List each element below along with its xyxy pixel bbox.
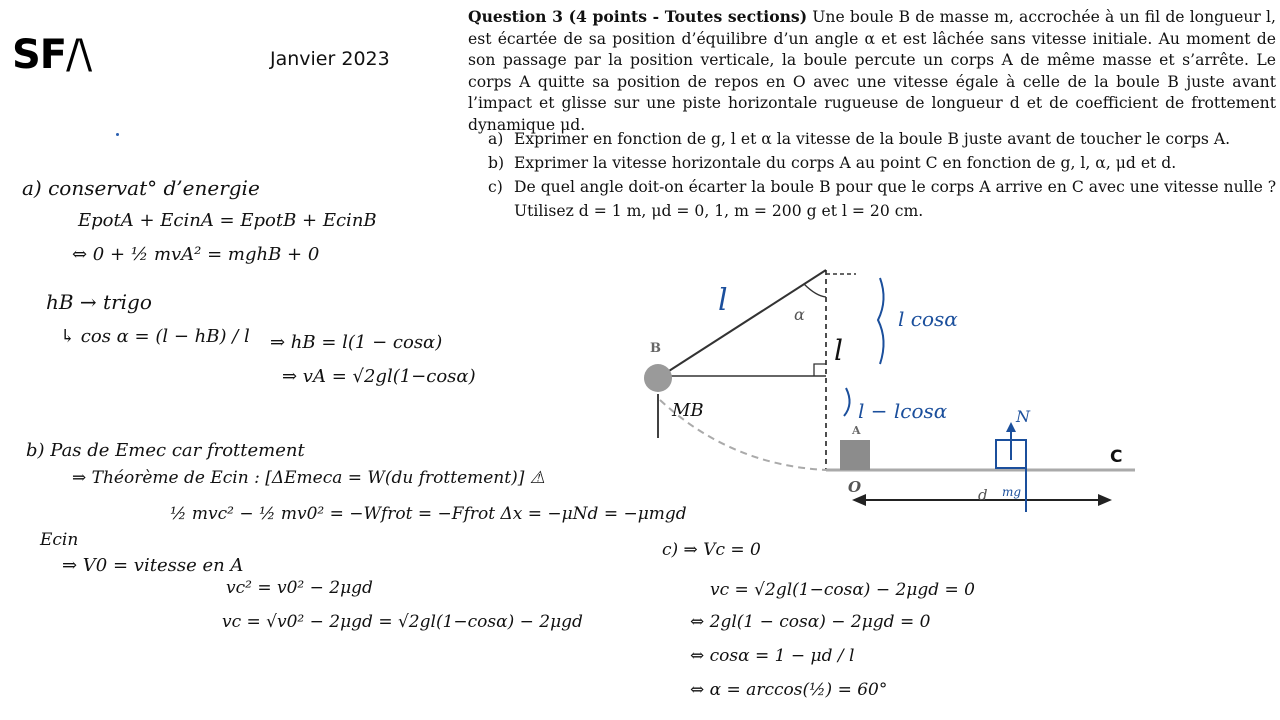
annot-l-side: l bbox=[834, 334, 843, 367]
label-c: C bbox=[1110, 447, 1123, 467]
note-b-line: ⇒ V0 = vitesse en A bbox=[62, 555, 244, 576]
label-b: B bbox=[650, 341, 661, 356]
compass-icon: /\ bbox=[66, 32, 92, 78]
annot-l: l bbox=[718, 283, 728, 318]
logo-text: SF bbox=[12, 32, 67, 78]
note-c-line: ⇔ cosα = 1 − μd / l bbox=[690, 646, 855, 666]
item-text: Exprimer la vitesse horizontale du corps A au point C en fonction de g, l, α, μd et d. bbox=[514, 154, 1177, 172]
annot-lminus: l − lcosα bbox=[858, 399, 948, 423]
arrow-head-right bbox=[1098, 494, 1112, 506]
item-text: De quel angle doit-on écarter la boule B pour que le corps A arrive en C avec une vitesse nulle ? Utilisez d = 1 m, μd = 0, 1, m = 200 g et l = 20 cm. bbox=[514, 178, 1277, 220]
note-c-title: c) ⇒ Vc = 0 bbox=[662, 540, 761, 560]
note-b-line: vc = √v0² − 2μgd = √2gl(1−cosα) − 2μgd bbox=[222, 612, 583, 632]
label-a: A bbox=[852, 424, 861, 437]
note-a-line: ⇒ vA = √2gl(1−cosα) bbox=[282, 366, 476, 387]
block-a bbox=[840, 440, 870, 470]
annot-mb: MB bbox=[672, 400, 704, 421]
ball-b bbox=[644, 364, 672, 392]
note-a-line: ⇒ hB = l(1 − cosα) bbox=[270, 332, 443, 353]
angle-arc bbox=[804, 284, 826, 297]
item-label: c) bbox=[488, 178, 503, 196]
note-b-line: ½ mvc² − ½ mv0² = −Wfrot = −Ffrot Δx = −μNd = −μmgd bbox=[170, 504, 687, 524]
item-label: b) bbox=[488, 154, 505, 172]
note-c-line: vc = √2gl(1−cosα) − 2μgd = 0 bbox=[710, 580, 975, 600]
question-items bbox=[488, 127, 1278, 223]
note-c-line: ⇔ 2gl(1 − cosα) − 2μgd = 0 bbox=[690, 612, 931, 632]
note-b-title: b) Pas de Emec car frottement bbox=[26, 440, 305, 461]
label-alpha: α bbox=[794, 305, 805, 324]
sf-logo bbox=[12, 32, 91, 78]
question-item-b bbox=[488, 151, 1278, 175]
annot-lcos: l cosα bbox=[898, 307, 958, 331]
normal-arrow-head bbox=[1006, 422, 1016, 432]
pendulum-string bbox=[658, 270, 826, 378]
question-body: Une boule B de masse m, accrochée à un fil de longueur l, est écartée de sa position d’équilibre d’un angle α et est lâchée sans vitesse initiale. Au moment de son passage par la position verticale, la boule percute un corps A de même masse et s’arrête. Le corps A quitte sa position de repos en O avec une vitesse égale à celle de la boule B juste avant l’impact et glisse sur une piste horizontale rugueuse de longueur d et de coefficient de frottement dynamique μd. bbox=[468, 8, 1276, 134]
pendulum-diagram bbox=[630, 260, 1140, 520]
note-c-line: ⇔ α = arccos(½) = 60° bbox=[690, 680, 888, 700]
brace-lminus bbox=[844, 388, 850, 416]
note-a-line: ↳ cos α = (l − hB) / l bbox=[60, 326, 250, 347]
note-a-title: a) conservat° d’energie bbox=[22, 176, 260, 200]
question-item-a bbox=[488, 127, 1278, 151]
question-title: Question 3 (4 points - Toutes sections) bbox=[468, 7, 808, 26]
note-a-line: EpotA + EcinA = EpotB + EcinB bbox=[78, 210, 377, 231]
label-d: d bbox=[978, 486, 988, 504]
label-o: O bbox=[848, 478, 862, 496]
annot-mg: mg bbox=[1002, 485, 1022, 499]
question-item-c bbox=[488, 175, 1278, 223]
item-text: Exprimer en fonction de g, l et α la vitesse de la boule B juste avant de toucher le corps A. bbox=[514, 130, 1231, 148]
question-statement bbox=[468, 6, 1276, 137]
brace-lcos bbox=[878, 278, 884, 364]
note-b-line: Ecin bbox=[40, 530, 79, 550]
annot-n: N bbox=[1016, 407, 1030, 426]
ink-dot bbox=[116, 133, 119, 136]
right-angle-mark bbox=[814, 364, 826, 376]
note-b-line: ⇒ Théorème de Ecin : [ΔEmeca = W(du frottement)] ⚠ bbox=[72, 468, 545, 488]
note-a-line: hB → trigo bbox=[46, 290, 152, 314]
item-label: a) bbox=[488, 130, 504, 148]
note-b-line: vc² = v0² − 2μgd bbox=[226, 578, 373, 598]
note-a-line: ⇔ 0 + ½ mvA² = mghB + 0 bbox=[72, 244, 320, 265]
exam-date: Janvier 2023 bbox=[270, 48, 390, 70]
